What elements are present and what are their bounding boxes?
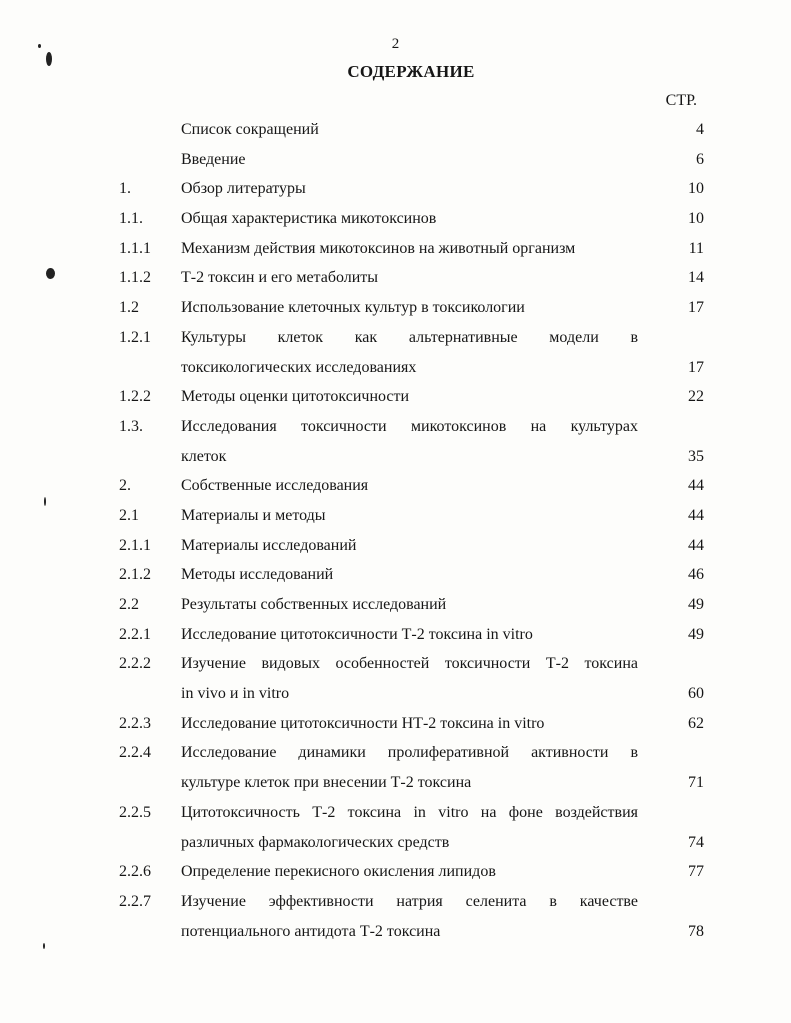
toc-section-title: Материалы исследований bbox=[181, 536, 357, 554]
toc-page-number: 6 bbox=[696, 150, 704, 168]
toc-section-number: 2. bbox=[119, 477, 131, 495]
toc-page-number: 49 bbox=[688, 596, 704, 613]
toc-page-number: 14 bbox=[688, 269, 704, 287]
toc-row bbox=[0, 235, 791, 265]
toc-section-title: Общая характеристика микотоксинов bbox=[181, 210, 437, 228]
page-column-label: СТР. bbox=[665, 92, 697, 109]
toc-section-number: 2.2.1 bbox=[119, 625, 151, 643]
toc-page-number: 62 bbox=[688, 714, 704, 732]
toc-page-number: 44 bbox=[688, 477, 704, 495]
toc-section-title: Введение bbox=[181, 150, 246, 168]
toc-page-number: 77 bbox=[688, 863, 704, 881]
toc-section-title: Т-2 токсин и его метаболиты bbox=[181, 269, 379, 287]
scan-speck bbox=[46, 268, 55, 279]
toc-section-number: 2.2.6 bbox=[119, 863, 151, 881]
scan-speck bbox=[43, 943, 45, 949]
toc-row bbox=[0, 324, 791, 354]
toc-section-number: 1.1.2 bbox=[119, 269, 151, 287]
toc-section-title: Изучение видовых особенностей токсичности Т-2 токсина bbox=[181, 655, 638, 673]
toc-row bbox=[0, 888, 791, 918]
toc-section-title: Механизм действия микотоксинов на животный организм bbox=[181, 239, 576, 257]
toc-row bbox=[0, 294, 791, 324]
toc-section-title: Методы исследований bbox=[181, 566, 334, 584]
toc-section-title: Собственные исследования bbox=[181, 477, 369, 495]
toc-row bbox=[0, 383, 791, 413]
toc-row bbox=[0, 918, 791, 948]
toc-row bbox=[0, 354, 791, 384]
toc-section-number: 1.2.1 bbox=[119, 328, 151, 346]
toc-section-number: 1.2 bbox=[119, 299, 139, 317]
toc-row bbox=[0, 472, 791, 502]
toc-row bbox=[0, 591, 791, 621]
toc-row bbox=[0, 413, 791, 443]
toc-row bbox=[0, 561, 791, 591]
toc-page-number: 44 bbox=[688, 536, 704, 554]
toc-row bbox=[0, 799, 791, 829]
toc-row bbox=[0, 650, 791, 680]
toc-section-title: токсикологических исследованиях bbox=[181, 358, 417, 376]
toc-page-number: 17 bbox=[688, 358, 704, 376]
toc-page-number: 44 bbox=[688, 506, 704, 524]
toc-row bbox=[0, 621, 791, 651]
toc-page-number: 11 bbox=[688, 239, 704, 257]
toc-section-number: 2.2.3 bbox=[119, 714, 151, 732]
toc-page-number: 4 bbox=[696, 121, 704, 138]
toc-page-number: 49 bbox=[688, 625, 704, 643]
toc-page-number: 17 bbox=[688, 299, 704, 317]
toc-row bbox=[0, 116, 791, 146]
toc-row bbox=[0, 710, 791, 740]
toc-page-number: 10 bbox=[688, 210, 704, 228]
toc-row bbox=[0, 175, 791, 205]
toc-row bbox=[0, 205, 791, 235]
toc-section-title: Исследование цитотоксичности Т-2 токсина in vitro bbox=[181, 625, 533, 643]
toc-row bbox=[0, 829, 791, 859]
toc-section-number: 1.3. bbox=[119, 417, 143, 435]
toc-page-number: 35 bbox=[688, 447, 704, 465]
toc-section-title: Изучение эффективности натрия селенита в качестве bbox=[181, 892, 638, 910]
toc-section-title: Исследование динамики пролиферативной активности в bbox=[181, 744, 638, 762]
toc-page-number: 10 bbox=[688, 180, 704, 198]
toc-section-title: различных фармакологических средств bbox=[181, 833, 450, 851]
toc-page-number: 74 bbox=[688, 833, 704, 851]
toc-section-title: Цитотоксичность Т-2 токсина in vitro на фоне воздействия bbox=[181, 803, 638, 821]
toc-page-number: 46 bbox=[688, 566, 704, 584]
toc-section-title: культуре клеток при внесении Т-2 токсина bbox=[181, 774, 472, 792]
toc-row bbox=[0, 264, 791, 294]
toc-row bbox=[0, 443, 791, 473]
toc-section-number: 2.2.4 bbox=[119, 744, 151, 762]
toc-section-title: Обзор литературы bbox=[181, 180, 306, 198]
toc-section-title: Результаты собственных исследований bbox=[181, 596, 447, 613]
toc-section-title: Исследования токсичности микотоксинов на культурах bbox=[181, 417, 638, 435]
toc-section-title: Культуры клеток как альтернативные модели в bbox=[181, 328, 638, 346]
toc-section-title: Список сокращений bbox=[181, 121, 319, 138]
page-title: СОДЕРЖАНИЕ bbox=[347, 62, 475, 81]
scan-speck bbox=[44, 497, 46, 506]
toc-section-number: 2.1 bbox=[119, 506, 139, 524]
toc-section-title: Определение перекисного окисления липидов bbox=[181, 863, 496, 881]
toc-row bbox=[0, 532, 791, 562]
toc-section-number: 2.2 bbox=[119, 596, 139, 613]
toc-section-number: 1.1.1 bbox=[119, 239, 151, 257]
toc-section-number: 2.1.2 bbox=[119, 566, 151, 584]
toc-section-number: 2.2.5 bbox=[119, 803, 151, 821]
toc-section-title: клеток bbox=[181, 447, 227, 465]
toc-section-title: in vivo и in vitro bbox=[181, 685, 290, 703]
toc-section-number: 1.1. bbox=[119, 210, 143, 228]
toc-row bbox=[0, 502, 791, 532]
toc-section-number: 2.1.1 bbox=[119, 536, 151, 554]
scan-speck bbox=[46, 52, 52, 66]
table-of-contents bbox=[0, 116, 791, 947]
toc-section-number: 1.2.2 bbox=[119, 388, 151, 406]
toc-page-number: 22 bbox=[688, 388, 704, 406]
toc-section-number: 1. bbox=[119, 180, 131, 198]
toc-section-title: Использование клеточных культур в токсикологии bbox=[181, 299, 525, 317]
toc-section-title: Исследование цитотоксичности НТ-2 токсина in vitro bbox=[181, 714, 545, 732]
toc-row bbox=[0, 769, 791, 799]
toc-section-number: 2.2.2 bbox=[119, 655, 151, 673]
toc-page-number: 71 bbox=[688, 774, 704, 792]
toc-page-number: 78 bbox=[688, 922, 704, 940]
page-number: 2 bbox=[391, 36, 400, 52]
scan-speck bbox=[38, 44, 41, 48]
toc-row bbox=[0, 146, 791, 176]
toc-row bbox=[0, 680, 791, 710]
toc-section-title: потенциального антидота Т-2 токсина bbox=[181, 922, 441, 940]
toc-row bbox=[0, 739, 791, 769]
toc-section-title: Материалы и методы bbox=[181, 506, 326, 524]
toc-row bbox=[0, 858, 791, 888]
toc-section-title: Методы оценки цитотоксичности bbox=[181, 388, 410, 406]
toc-section-number: 2.2.7 bbox=[119, 892, 151, 910]
toc-page-number: 60 bbox=[688, 685, 704, 703]
